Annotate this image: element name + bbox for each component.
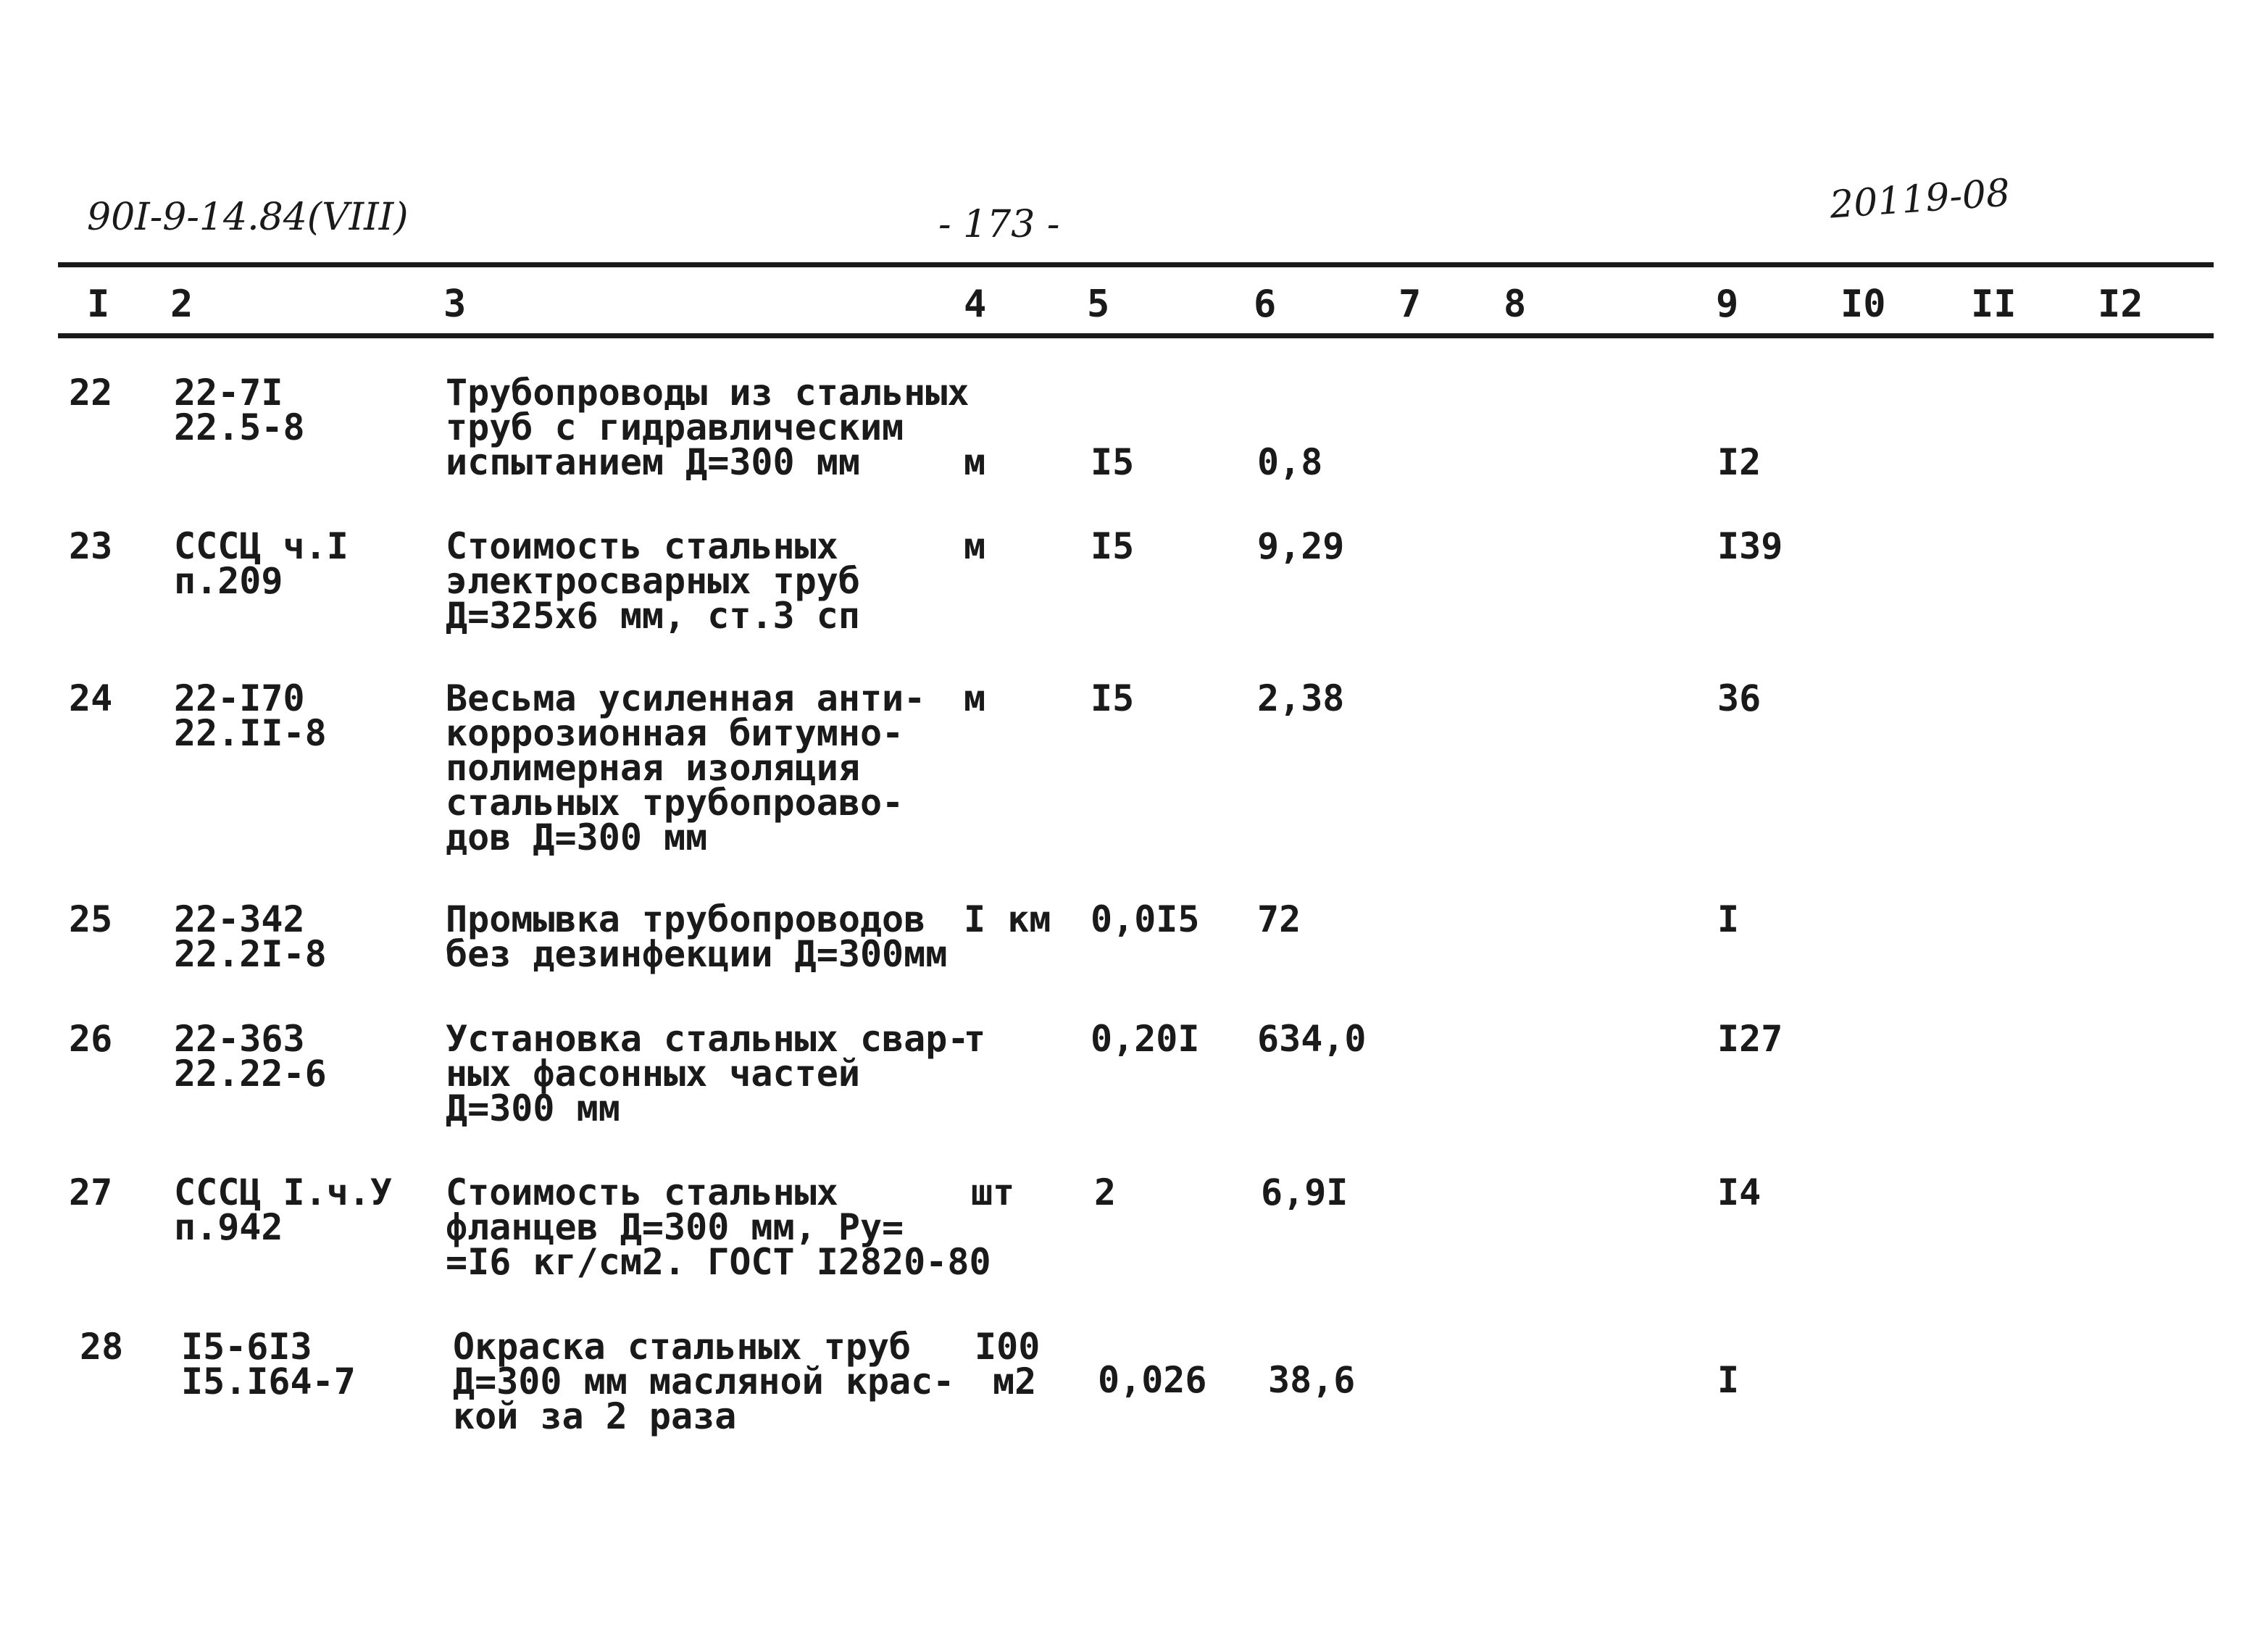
unit-price: 72 [1257, 898, 1301, 940]
column-header-9: 9 [1716, 283, 1739, 326]
rate-code: 22-363 22.22-6 [174, 1018, 327, 1095]
unit-price: 9,29 [1257, 525, 1345, 567]
column-header-11: II [1971, 283, 2017, 326]
total: I [1717, 898, 1740, 940]
work-description: Стоимость стальных электросварных труб Д=325х6 мм, ст.3 сп [446, 525, 860, 637]
unit: I км [964, 898, 1051, 940]
column-header-1: I [87, 283, 110, 326]
unit-price: 0,8 [1257, 441, 1323, 483]
work-description: Трубопроводы из стальных труб с гидравлическим испытанием Д=300 мм [446, 372, 970, 483]
archive-stamp: 20119-08 [1828, 171, 2011, 227]
quantity: 0,20I [1091, 1018, 1200, 1060]
row-number: 22 [69, 372, 113, 414]
column-header-10: I0 [1840, 283, 1886, 326]
total: I4 [1717, 1171, 1762, 1213]
rate-code: 22-I70 22.II-8 [174, 677, 327, 754]
unit: м [964, 677, 986, 719]
rate-code: 22-342 22.2I-8 [174, 898, 327, 975]
column-header-4: 4 [964, 283, 987, 326]
row-number: 27 [69, 1171, 113, 1213]
total: I2 [1717, 441, 1762, 483]
row-number: 28 [80, 1326, 124, 1368]
rate-code: СССЦ ч.I п.209 [174, 525, 349, 602]
unit-price: 634,0 [1257, 1018, 1367, 1060]
quantity: I5 [1091, 677, 1135, 719]
unit: I00 м2 [975, 1326, 1041, 1403]
column-header-2: 2 [170, 283, 193, 326]
rate-code: I5-6I3 I5.I64-7 [181, 1326, 356, 1403]
unit: м [964, 525, 986, 567]
document-code: 90I-9-14.84(VIII) [87, 196, 409, 239]
unit: т [964, 1018, 986, 1060]
unit-price: 6,9I [1261, 1171, 1348, 1213]
row-number: 23 [69, 525, 113, 567]
row-number: 25 [69, 898, 113, 940]
header-bottom-rule [58, 333, 2214, 338]
page-number: - 173 - [938, 203, 1060, 246]
work-description: Окраска стальных труб Д=300 мм масляной крас- кой за 2 раза [453, 1326, 955, 1437]
column-header-7: 7 [1398, 283, 1422, 326]
column-header-6: 6 [1254, 283, 1277, 326]
work-description: Стоимость стальных фланцев Д=300 мм, Ру= =I6 кг/см2. ГОСТ I2820-80 [446, 1171, 991, 1283]
quantity: I5 [1091, 441, 1135, 483]
unit-price: 2,38 [1257, 677, 1345, 719]
total: I [1717, 1359, 1740, 1401]
column-header-5: 5 [1087, 283, 1110, 326]
rate-code: 22-7I 22.5-8 [174, 372, 305, 448]
quantity: 2 [1094, 1171, 1117, 1213]
work-description: Промывка трубопроводов без дезинфекции Д=300мм [446, 898, 948, 975]
quantity: 0,026 [1098, 1359, 1207, 1401]
rate-code: СССЦ I.ч.У п.942 [174, 1171, 393, 1248]
column-header-8: 8 [1504, 283, 1527, 326]
quantity: 0,0I5 [1091, 898, 1200, 940]
row-number: 24 [69, 677, 113, 719]
work-description: Весьма усиленная анти- коррозионная битумно- полимерная изоляция стальных трубопроаво- дов Д=300 мм [446, 677, 926, 858]
unit: шт [971, 1171, 1015, 1213]
total: 36 [1717, 677, 1762, 719]
column-header-12: I2 [2098, 283, 2143, 326]
unit-price: 38,6 [1268, 1359, 1356, 1401]
unit: м [964, 441, 986, 483]
column-header-3: 3 [443, 283, 467, 326]
header-top-rule [58, 262, 2214, 267]
quantity: I5 [1091, 525, 1135, 567]
row-number: 26 [69, 1018, 113, 1060]
total: I39 [1717, 525, 1783, 567]
total: I27 [1717, 1018, 1783, 1060]
work-description: Установка стальных свар- ных фасонных частей Д=300 мм [446, 1018, 970, 1129]
